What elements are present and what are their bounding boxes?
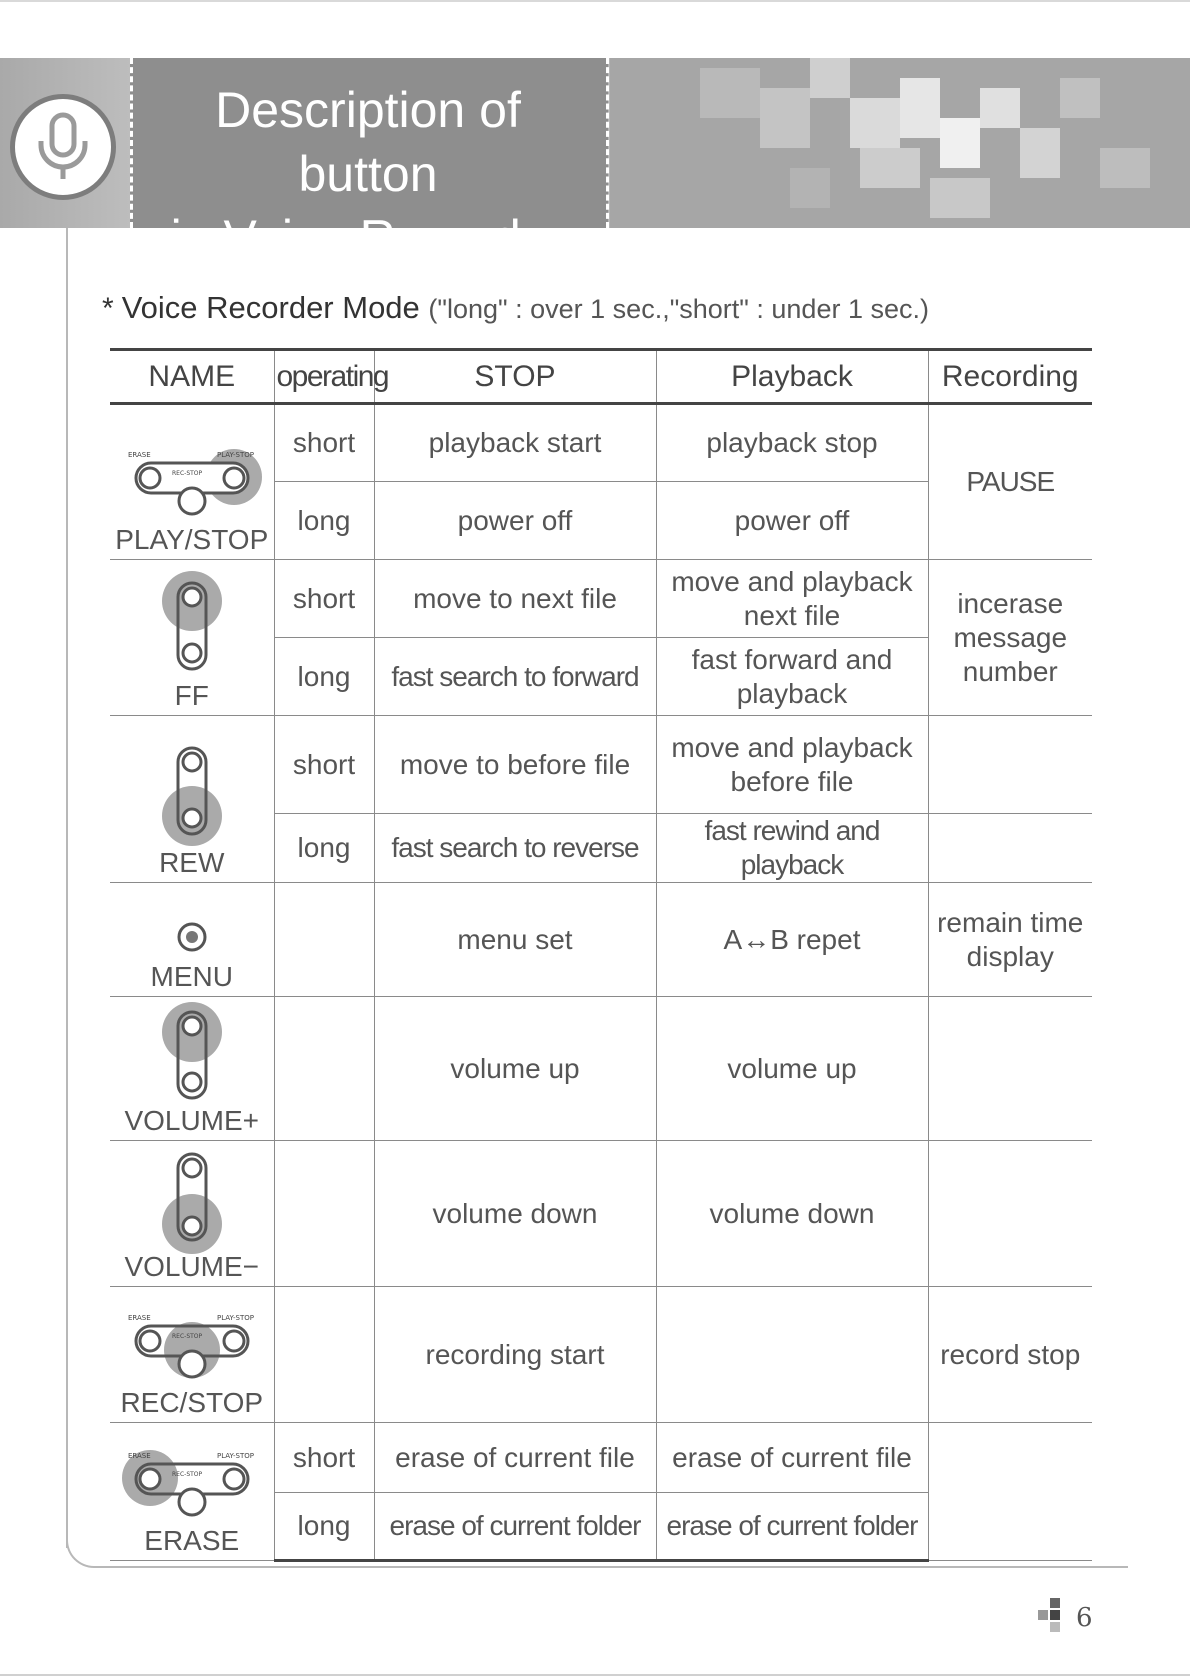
svg-text:REC-STOP: REC-STOP (171, 1333, 202, 1340)
table-row: long power off power off (110, 482, 1092, 560)
frame-line-bottom (104, 1566, 1128, 1568)
play-stop-button-icon (122, 445, 262, 523)
name-cell-menu: MENU (110, 883, 274, 997)
ff-button-icon (152, 569, 232, 679)
svg-text:PLAY-STOP: PLAY-STOP (216, 1452, 254, 1460)
asterisk-icon: * (102, 292, 114, 325)
name-cell-volume-down: VOLUME− (110, 1141, 274, 1287)
section-note: ("long" : over 1 sec.,"short" : under 1 sec.) (428, 294, 929, 324)
page-corner-icon (1036, 1598, 1070, 1636)
col-name: NAME (110, 350, 274, 404)
svg-text:PLAY-STOP: PLAY-STOP (216, 451, 254, 459)
name-cell-rec-stop: ERASE PLAY-STOP REC-STOP REC/STOP (110, 1287, 274, 1423)
svg-text:REC-STOP: REC-STOP (171, 1471, 202, 1478)
page-number: 6 (1076, 1603, 1093, 1633)
volume-up-button-icon (152, 1000, 232, 1104)
name-cell-rew: REW (110, 716, 274, 883)
menu-button-icon (175, 920, 209, 954)
col-operating: operating (274, 350, 374, 404)
table-row: long erase of current folder erase of current folder (110, 1493, 1092, 1561)
svg-text:ERASE: ERASE (127, 1314, 151, 1322)
name-cell-ff: FF (110, 560, 274, 716)
rec-stop-button-icon (122, 1308, 262, 1386)
table-row: ERASE PLAY-STOP REC-STOP REC/STOP recording start record stop (110, 1287, 1092, 1423)
erase-button-icon (122, 1446, 262, 1524)
svg-text:REC-STOP: REC-STOP (171, 470, 202, 477)
col-recording: Recording (928, 350, 1092, 404)
page-title: Description of button in Voice Recorder (170, 82, 566, 266)
rew-button-icon (152, 736, 232, 846)
microphone-icon (10, 94, 116, 200)
svg-text:PLAY-STOP: PLAY-STOP (216, 1314, 254, 1322)
table-row: long fast search to forward fast forward and playback (110, 638, 1092, 716)
table-row: ERASE PLAY-STOP REC-STOP ERASE short erase of current file erase of current file (110, 1423, 1092, 1493)
table-row: MENU menu set A↔B repet remain time display (110, 883, 1092, 997)
col-playback: Playback (656, 350, 928, 404)
pixel-mosaic (610, 58, 1190, 228)
button-table (110, 348, 1092, 1562)
frame-line (66, 228, 68, 1548)
table-row: ERASE PLAY-STOP REC-STOP PLAY/STOP short playback start playback stop PAUSE (110, 404, 1092, 482)
table-row: VOLUME− volume down volume down (110, 1141, 1092, 1287)
svg-text:ERASE: ERASE (127, 451, 151, 459)
name-cell-volume-up: VOLUME+ (110, 997, 274, 1141)
table-row: VOLUME+ volume up volume up (110, 997, 1092, 1141)
header-banner (0, 58, 1190, 266)
top-rule (0, 0, 1190, 2)
name-cell-erase: ERASE PLAY-STOP REC-STOP ERASE (110, 1423, 274, 1561)
table-row: FF short move to next file move and playback next file incerase message number (110, 560, 1092, 638)
table-header-row (110, 350, 1092, 404)
name-cell-play-stop: ERASE PLAY-STOP REC-STOP PLAY/STOP (110, 404, 274, 560)
bottom-rule (0, 1674, 1190, 1676)
col-stop: STOP (374, 350, 656, 404)
table-row: REW short move to before file move and playback before file (110, 716, 1092, 814)
section-title: * Voice Recorder Mode ("long" : over 1 sec.,"short" : under 1 sec.) (102, 290, 929, 325)
frame-corner (66, 1528, 106, 1568)
volume-down-button-icon (152, 1146, 232, 1250)
svg-text:ERASE: ERASE (127, 1452, 151, 1460)
table-row: long fast search to reverse fast rewind and playback (110, 814, 1092, 883)
